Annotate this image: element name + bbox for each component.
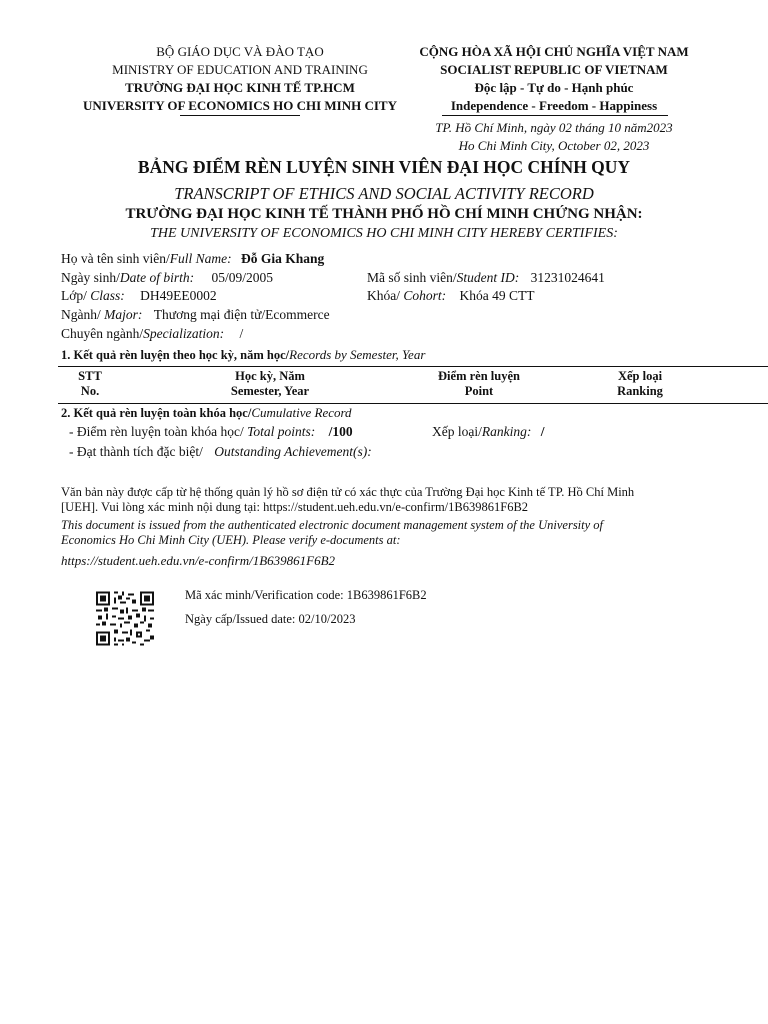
student-id-label: Mã số sinh viên/	[367, 270, 457, 285]
class-label-en: Class:	[90, 288, 125, 303]
full-name-row	[61, 251, 324, 267]
note-vi-line2: [UEH]. Vui lòng xác minh nội dung tại: https://student.ueh.edu.vn/e-confirm/1B639861F6B2	[61, 500, 529, 514]
column-header-no	[60, 369, 120, 399]
class-value: DH49EE0002	[140, 288, 217, 303]
total-points-row	[69, 424, 353, 440]
column-ranking-vi: Xếp loại	[617, 369, 663, 383]
cohort-label: Khóa/	[367, 288, 404, 303]
verify-url-link[interactable]: https://student.ueh.edu.vn/e-confirm/1B639861F6B2	[61, 553, 336, 568]
date-en: Ho Chi Minh City, October 02, 2023	[458, 138, 650, 153]
republic-vi: CỘNG HÒA XÃ HỘI CHỦ NGHĨA VIỆT NAM	[419, 44, 689, 59]
specialization-value: /	[239, 326, 244, 341]
section1-heading-en: Records by Semester, Year	[289, 347, 426, 362]
section1-heading	[61, 347, 425, 363]
ranking-row	[432, 424, 545, 440]
verification-code-label: Mã xác minh/Verification code:	[185, 588, 347, 602]
column-no-vi: STT	[78, 369, 102, 383]
major-row	[61, 307, 330, 323]
achievement-label-en: Outstanding Achievement(s):	[214, 444, 372, 459]
column-semester-vi: Học kỳ, Năm	[235, 369, 305, 383]
document-title-vi: BẢNG ĐIỂM RÈN LUYỆN SINH VIÊN ĐẠI HỌC CHÍNH QUY	[137, 157, 631, 177]
note-en-line2: Economics Ho Chi Minh City (UEH). Please verify e-documents at:	[61, 533, 401, 547]
section1-heading-vi: 1. Kết quả rèn luyện theo học kỳ, năm học/	[61, 348, 290, 362]
specialization-label-en: Specialization:	[143, 326, 225, 341]
ministry-en: MINISTRY OF EDUCATION AND TRAINING	[112, 62, 368, 77]
motto-en: Independence - Freedom - Happiness	[450, 98, 658, 113]
note-vi-line1: Văn bản này được cấp từ hệ thống quản lý hồ sơ điện tử có xác thực của Trường Đại học Kinh tế TP. Hồ Chí Minh	[61, 485, 635, 499]
note-en-line1: This document is issued from the authenticated electronic document management system of the University of	[61, 518, 604, 532]
major-value: Thương mại điện tử/Ecommerce	[153, 307, 330, 322]
student-id-label-en: Student ID:	[456, 270, 520, 285]
column-header-semester	[200, 369, 340, 399]
column-header-ranking	[580, 369, 700, 399]
certify-heading-en: THE UNIVERSITY OF ECONOMICS HO CHI MINH CITY HEREBY CERTIFIES:	[150, 226, 618, 241]
column-point-en: Point	[464, 384, 494, 398]
total-points-label-en: Total points:	[247, 424, 316, 439]
ministry-vi: BỘ GIÁO DỤC VÀ ĐÀO TẠO	[156, 44, 324, 59]
ranking-label: Xếp loại/	[432, 424, 482, 439]
issued-date-label: Ngày cấp/Issued date:	[185, 612, 299, 626]
verification-code-row	[185, 588, 427, 603]
date-vi: TP. Hồ Chí Minh, ngày 02 tháng 10 năm2023	[435, 120, 673, 135]
cohort-row	[367, 288, 535, 304]
certify-heading-vi: TRƯỜNG ĐẠI HỌC KINH TẾ THÀNH PHỐ HỒ CHÍ MINH CHỨNG NHẬN:	[125, 206, 643, 222]
republic-en: SOCIALIST REPUBLIC OF VIETNAM	[440, 62, 668, 77]
header-left-underline	[180, 115, 300, 116]
section2-heading-en: Cumulative Record	[251, 405, 352, 420]
issued-date-value: 02/10/2023	[298, 612, 356, 626]
ranking-label-en: Ranking:	[481, 424, 532, 439]
full-name-label: Họ và tên sinh viên/	[61, 251, 170, 266]
dob-label: Ngày sinh/	[61, 270, 120, 285]
column-no-en: No.	[80, 384, 100, 398]
specialization-label: Chuyên ngành/	[61, 326, 144, 341]
document-title-en: TRANSCRIPT OF ETHICS AND SOCIAL ACTIVITY RECORD	[174, 184, 594, 203]
achievement-label: - Đạt thành tích đặc biệt/	[69, 444, 203, 459]
class-row	[61, 288, 217, 304]
table-bottom-border	[58, 403, 768, 404]
cohort-value: Khóa 49 CTT	[459, 288, 535, 303]
dob-value: 05/09/2005	[211, 270, 274, 285]
dob-row	[61, 270, 273, 286]
achievement-row	[69, 444, 372, 460]
major-label: Ngành/	[61, 307, 105, 322]
dob-label-en: Date of birth:	[119, 270, 195, 285]
ranking-value: /	[540, 424, 545, 439]
section2-heading-vi: 2. Kết quả rèn luyện toàn khóa học/	[61, 406, 252, 420]
student-id-value: 31231024641	[530, 270, 605, 285]
full-name-value: Đỗ Gia Khang	[240, 251, 325, 266]
cohort-label-en: Cohort:	[403, 288, 447, 303]
verification-code-value: 1B639861F6B2	[346, 588, 427, 602]
section2-heading	[61, 405, 352, 421]
qr-code-icon	[96, 591, 154, 646]
major-label-en: Major:	[104, 307, 143, 322]
column-point-vi: Điểm rèn luyện	[438, 369, 520, 383]
university-en: UNIVERSITY OF ECONOMICS HO CHI MINH CITY	[83, 98, 397, 113]
student-id-row	[367, 270, 605, 286]
total-points-value: /100	[328, 424, 353, 439]
table-top-border	[58, 366, 768, 367]
motto-vi: Độc lập - Tự do - Hạnh phúc	[474, 80, 634, 95]
header-right-underline	[442, 115, 668, 116]
class-label: Lớp/	[61, 288, 91, 303]
full-name-label-en: Full Name:	[169, 251, 232, 266]
issued-date-row	[185, 612, 355, 627]
specialization-row	[61, 326, 243, 342]
column-semester-en: Semester, Year	[230, 384, 310, 398]
university-vi: TRƯỜNG ĐẠI HỌC KINH TẾ TP.HCM	[125, 80, 355, 95]
column-ranking-en: Ranking	[617, 384, 663, 398]
total-points-label: - Điểm rèn luyện toàn khóa học/	[69, 424, 248, 439]
column-header-point	[409, 369, 549, 399]
